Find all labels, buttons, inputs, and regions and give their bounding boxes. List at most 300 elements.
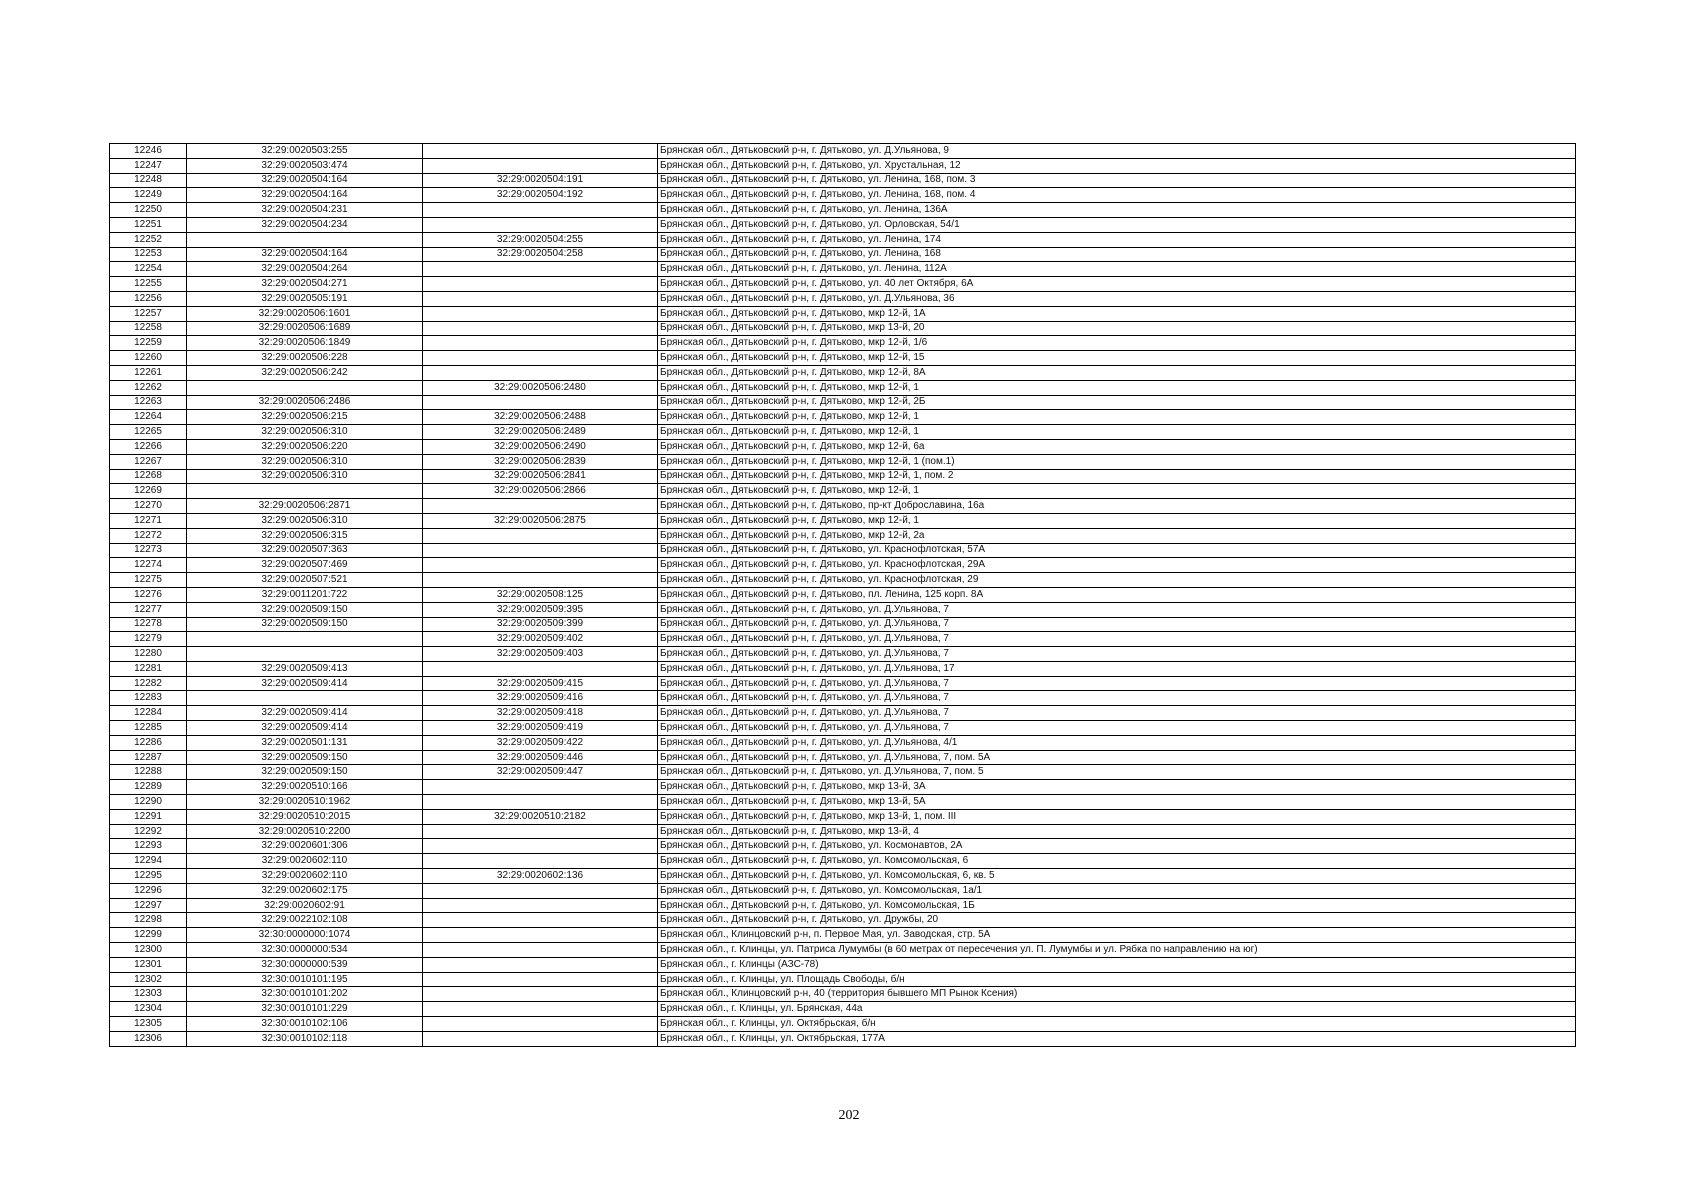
registry-table	[109, 143, 1576, 1047]
sub-object-number-cell	[423, 158, 658, 173]
sub-object-number-cell: 32:29:0020510:2182	[423, 809, 658, 824]
cadastral-number-cell: 32:29:0020509:150	[187, 617, 423, 632]
address-cell: Брянская обл., Дятьковский р-н, г. Дятьково, мкр 12-й, 8А	[658, 365, 1576, 380]
row-number-cell: 12306	[110, 1031, 187, 1046]
cadastral-number-cell: 32:29:0020506:310	[187, 425, 423, 440]
sub-object-number-cell	[423, 839, 658, 854]
cadastral-number-cell: 32:30:0010102:118	[187, 1031, 423, 1046]
cadastral-number-cell	[187, 380, 423, 395]
row-number-cell: 12282	[110, 676, 187, 691]
address-cell: Брянская обл., Дятьковский р-н, г. Дятьково, ул. 40 лет Октября, 6А	[658, 277, 1576, 292]
address-cell: Брянская обл., Дятьковский р-н, г. Дятьково, ул. Д.Ульянова, 17	[658, 661, 1576, 676]
sub-object-number-cell: 32:29:0020602:136	[423, 869, 658, 884]
address-cell: Брянская обл., Дятьковский р-н, г. Дятьково, ул. Ленина, 112А	[658, 262, 1576, 277]
address-cell: Брянская обл., Дятьковский р-н, г. Дятьково, мкр 12-й, 15	[658, 351, 1576, 366]
address-cell: Брянская обл., Дятьковский р-н, г. Дятьково, ул. Ленина, 168, пом. 4	[658, 188, 1576, 203]
sub-object-number-cell: 32:29:0020509:416	[423, 691, 658, 706]
table-row	[110, 765, 1576, 780]
table-row	[110, 395, 1576, 410]
cadastral-number-cell: 32:29:0020504:164	[187, 188, 423, 203]
table-row	[110, 232, 1576, 247]
cadastral-number-cell: 32:29:0022102:108	[187, 913, 423, 928]
address-cell: Брянская обл., Дятьковский р-н, г. Дятьково, мкр 13-й, 3А	[658, 780, 1576, 795]
row-number-cell: 12265	[110, 425, 187, 440]
cadastral-number-cell: 32:29:0020509:150	[187, 602, 423, 617]
cadastral-number-cell: 32:29:0020506:310	[187, 513, 423, 528]
row-number-cell: 12301	[110, 957, 187, 972]
row-number-cell: 12253	[110, 247, 187, 262]
table-row	[110, 291, 1576, 306]
sub-object-number-cell: 32:29:0020509:447	[423, 765, 658, 780]
cadastral-number-cell: 32:29:0020506:2871	[187, 499, 423, 514]
address-cell: Брянская обл., Дятьковский р-н, г. Дятьково, ул. Космонавтов, 2А	[658, 839, 1576, 854]
cadastral-number-cell: 32:29:0020506:315	[187, 528, 423, 543]
address-cell: Брянская обл., Дятьковский р-н, г. Дятьково, ул. Д.Ульянова, 7	[658, 676, 1576, 691]
cadastral-number-cell: 32:30:0000000:1074	[187, 928, 423, 943]
registry-table-body	[110, 144, 1576, 1047]
address-cell: Брянская обл., Дятьковский р-н, г. Дятьково, мкр 12-й, 1	[658, 425, 1576, 440]
table-row	[110, 602, 1576, 617]
table-row	[110, 750, 1576, 765]
cadastral-number-cell: 32:29:0020506:1689	[187, 321, 423, 336]
row-number-cell: 12275	[110, 573, 187, 588]
sub-object-number-cell: 32:29:0020509:446	[423, 750, 658, 765]
sub-object-number-cell	[423, 351, 658, 366]
sub-object-number-cell	[423, 943, 658, 958]
row-number-cell: 12249	[110, 188, 187, 203]
address-cell: Брянская обл., Дятьковский р-н, г. Дятьково, ул. Д.Ульянова, 9	[658, 144, 1576, 159]
sub-object-number-cell	[423, 336, 658, 351]
sub-object-number-cell: 32:29:0020504:255	[423, 232, 658, 247]
row-number-cell: 12286	[110, 735, 187, 750]
address-cell: Брянская обл., г. Клинцы, ул. Октябрьская, 177А	[658, 1031, 1576, 1046]
table-row	[110, 528, 1576, 543]
table-row	[110, 824, 1576, 839]
cadastral-number-cell: 32:29:0020509:414	[187, 676, 423, 691]
table-row	[110, 306, 1576, 321]
address-cell: Брянская обл., Дятьковский р-н, г. Дятьково, ул. Д.Ульянова, 7, пом. 5А	[658, 750, 1576, 765]
cadastral-number-cell: 32:29:0020507:469	[187, 558, 423, 573]
address-cell: Брянская обл., Дятьковский р-н, г. Дятьково, мкр 13-й, 4	[658, 824, 1576, 839]
row-number-cell: 12256	[110, 291, 187, 306]
row-number-cell: 12296	[110, 883, 187, 898]
address-cell: Брянская обл., Дятьковский р-н, г. Дятьково, мкр 12-й, 1 (пом.1)	[658, 454, 1576, 469]
row-number-cell: 12248	[110, 173, 187, 188]
table-row	[110, 928, 1576, 943]
cadastral-number-cell: 32:29:0020510:1962	[187, 795, 423, 810]
address-cell: Брянская обл., Дятьковский р-н, г. Дятьково, мкр 13-й, 20	[658, 321, 1576, 336]
row-number-cell: 12267	[110, 454, 187, 469]
sub-object-number-cell	[423, 780, 658, 795]
cadastral-number-cell: 32:29:0020509:150	[187, 750, 423, 765]
cadastral-number-cell: 32:30:0010102:106	[187, 1017, 423, 1032]
table-row	[110, 558, 1576, 573]
table-row	[110, 780, 1576, 795]
row-number-cell: 12294	[110, 854, 187, 869]
sub-object-number-cell: 32:29:0020506:2490	[423, 439, 658, 454]
table-row	[110, 499, 1576, 514]
table-row	[110, 513, 1576, 528]
table-row	[110, 795, 1576, 810]
cadastral-number-cell: 32:29:0020504:164	[187, 247, 423, 262]
sub-object-number-cell	[423, 824, 658, 839]
address-cell: Брянская обл., Дятьковский р-н, г. Дятьково, ул. Краснофлотская, 57А	[658, 543, 1576, 558]
address-cell: Брянская обл., Дятьковский р-н, г. Дятьково, мкр 12-й, 6а	[658, 439, 1576, 454]
address-cell: Брянская обл., Дятьковский р-н, г. Дятьково, ул. Д.Ульянова, 7	[658, 647, 1576, 662]
sub-object-number-cell	[423, 987, 658, 1002]
table-row	[110, 573, 1576, 588]
row-number-cell: 12292	[110, 824, 187, 839]
sub-object-number-cell: 32:29:0020509:415	[423, 676, 658, 691]
row-number-cell: 12273	[110, 543, 187, 558]
table-row	[110, 869, 1576, 884]
sub-object-number-cell: 32:29:0020506:2866	[423, 484, 658, 499]
sub-object-number-cell	[423, 365, 658, 380]
cadastral-number-cell	[187, 691, 423, 706]
row-number-cell: 12270	[110, 499, 187, 514]
row-number-cell: 12263	[110, 395, 187, 410]
row-number-cell: 12264	[110, 410, 187, 425]
row-number-cell: 12269	[110, 484, 187, 499]
address-cell: Брянская обл., Дятьковский р-н, г. Дятьково, ул. Комсомольская, 1Б	[658, 898, 1576, 913]
table-row	[110, 454, 1576, 469]
address-cell: Брянская обл., Дятьковский р-н, г. Дятьково, ул. Комсомольская, 6, кв. 5	[658, 869, 1576, 884]
table-row	[110, 617, 1576, 632]
row-number-cell: 12260	[110, 351, 187, 366]
row-number-cell: 12271	[110, 513, 187, 528]
cadastral-number-cell: 32:30:0000000:539	[187, 957, 423, 972]
row-number-cell: 12303	[110, 987, 187, 1002]
cadastral-number-cell: 32:30:0000000:534	[187, 943, 423, 958]
table-row	[110, 883, 1576, 898]
table-row	[110, 173, 1576, 188]
cadastral-number-cell: 32:29:0020509:413	[187, 661, 423, 676]
cadastral-number-cell: 32:29:0020506:1601	[187, 306, 423, 321]
cadastral-number-cell: 32:29:0020506:310	[187, 469, 423, 484]
row-number-cell: 12262	[110, 380, 187, 395]
row-number-cell: 12281	[110, 661, 187, 676]
cadastral-number-cell: 32:29:0020601:306	[187, 839, 423, 854]
sub-object-number-cell: 32:29:0020509:422	[423, 735, 658, 750]
sub-object-number-cell: 32:29:0020509:403	[423, 647, 658, 662]
address-cell: Брянская обл., Дятьковский р-н, г. Дятьково, мкр 12-й, 1А	[658, 306, 1576, 321]
sub-object-number-cell	[423, 928, 658, 943]
table-row	[110, 351, 1576, 366]
cadastral-number-cell: 32:29:0020505:191	[187, 291, 423, 306]
table-row	[110, 854, 1576, 869]
address-cell: Брянская обл., Дятьковский р-н, г. Дятьково, пл. Ленина, 125 корп. 8А	[658, 587, 1576, 602]
cadastral-number-cell: 32:29:0020506:220	[187, 439, 423, 454]
address-cell: Брянская обл., Дятьковский р-н, г. Дятьково, мкр 13-й, 5А	[658, 795, 1576, 810]
sub-object-number-cell: 32:29:0020506:2489	[423, 425, 658, 440]
row-number-cell: 12283	[110, 691, 187, 706]
table-row	[110, 706, 1576, 721]
row-number-cell: 12268	[110, 469, 187, 484]
address-cell: Брянская обл., Дятьковский р-н, г. Дятьково, пр-кт Доброславина, 16а	[658, 499, 1576, 514]
address-cell: Брянская обл., Дятьковский р-н, г. Дятьково, ул. Ленина, 174	[658, 232, 1576, 247]
row-number-cell: 12288	[110, 765, 187, 780]
sub-object-number-cell	[423, 1002, 658, 1017]
row-number-cell: 12261	[110, 365, 187, 380]
cadastral-number-cell: 32:29:0020504:164	[187, 173, 423, 188]
table-row	[110, 144, 1576, 159]
address-cell: Брянская обл., Дятьковский р-н, г. Дятьково, мкр 13-й, 1, пом. III	[658, 809, 1576, 824]
cadastral-number-cell: 32:29:0020507:363	[187, 543, 423, 558]
address-cell: Брянская обл., Дятьковский р-н, г. Дятьково, ул. Д.Ульянова, 7	[658, 632, 1576, 647]
sub-object-number-cell: 32:29:0020504:258	[423, 247, 658, 262]
row-number-cell: 12276	[110, 587, 187, 602]
table-row	[110, 972, 1576, 987]
cadastral-number-cell	[187, 632, 423, 647]
address-cell: Брянская обл., Дятьковский р-н, г. Дятьково, мкр 12-й, 1	[658, 513, 1576, 528]
address-cell: Брянская обл., Дятьковский р-н, г. Дятьково, ул. Д.Ульянова, 7	[658, 617, 1576, 632]
cadastral-number-cell: 32:29:0020506:310	[187, 454, 423, 469]
address-cell: Брянская обл., Дятьковский р-н, г. Дятьково, ул. Краснофлотская, 29А	[658, 558, 1576, 573]
cadastral-number-cell: 32:29:0020504:231	[187, 203, 423, 218]
sub-object-number-cell: 32:29:0020509:419	[423, 721, 658, 736]
sub-object-number-cell	[423, 262, 658, 277]
cadastral-number-cell: 32:29:0020602:91	[187, 898, 423, 913]
sub-object-number-cell	[423, 854, 658, 869]
row-number-cell: 12297	[110, 898, 187, 913]
row-number-cell: 12272	[110, 528, 187, 543]
sub-object-number-cell	[423, 277, 658, 292]
address-cell: Брянская обл., Клинцовский р-н, п. Первое Мая, ул. Заводская, стр. 5А	[658, 928, 1576, 943]
table-row	[110, 661, 1576, 676]
table-row	[110, 987, 1576, 1002]
row-number-cell: 12274	[110, 558, 187, 573]
table-row	[110, 158, 1576, 173]
sub-object-number-cell	[423, 203, 658, 218]
address-cell: Брянская обл., Дятьковский р-н, г. Дятьково, мкр 12-й, 1, пом. 2	[658, 469, 1576, 484]
row-number-cell: 12300	[110, 943, 187, 958]
table-row	[110, 839, 1576, 854]
table-row	[110, 262, 1576, 277]
address-cell: Брянская обл., Дятьковский р-н, г. Дятьково, ул. Д.Ульянова, 7	[658, 602, 1576, 617]
cadastral-number-cell: 32:29:0020501:131	[187, 735, 423, 750]
table-row	[110, 1031, 1576, 1046]
cadastral-number-cell: 32:29:0020509:150	[187, 765, 423, 780]
table-row	[110, 1017, 1576, 1032]
cadastral-number-cell: 32:29:0020506:1849	[187, 336, 423, 351]
table-row	[110, 721, 1576, 736]
row-number-cell: 12291	[110, 809, 187, 824]
cadastral-number-cell: 32:30:0010101:202	[187, 987, 423, 1002]
sub-object-number-cell	[423, 291, 658, 306]
cadastral-number-cell	[187, 647, 423, 662]
sub-object-number-cell: 32:29:0020506:2841	[423, 469, 658, 484]
cadastral-number-cell: 32:29:0020504:234	[187, 217, 423, 232]
cadastral-number-cell: 32:29:0020602:110	[187, 869, 423, 884]
table-row	[110, 1002, 1576, 1017]
sub-object-number-cell	[423, 306, 658, 321]
table-row	[110, 898, 1576, 913]
row-number-cell: 12287	[110, 750, 187, 765]
address-cell: Брянская обл., г. Клинцы, ул. Октябрьская, б/н	[658, 1017, 1576, 1032]
table-row	[110, 439, 1576, 454]
table-row	[110, 691, 1576, 706]
sub-object-number-cell	[423, 1031, 658, 1046]
table-row	[110, 543, 1576, 558]
sub-object-number-cell	[423, 1017, 658, 1032]
row-number-cell: 12247	[110, 158, 187, 173]
row-number-cell: 12266	[110, 439, 187, 454]
cadastral-number-cell: 32:29:0020602:110	[187, 854, 423, 869]
sub-object-number-cell: 32:29:0020506:2875	[423, 513, 658, 528]
cadastral-number-cell: 32:29:0020506:215	[187, 410, 423, 425]
cadastral-number-cell: 32:29:0020506:228	[187, 351, 423, 366]
address-cell: Брянская обл., г. Клинцы (АЗС-78)	[658, 957, 1576, 972]
table-row	[110, 676, 1576, 691]
address-cell: Брянская обл., Дятьковский р-н, г. Дятьково, ул. Д.Ульянова, 7	[658, 691, 1576, 706]
row-number-cell: 12246	[110, 144, 187, 159]
table-row	[110, 484, 1576, 499]
sub-object-number-cell	[423, 558, 658, 573]
sub-object-number-cell	[423, 217, 658, 232]
row-number-cell: 12293	[110, 839, 187, 854]
sub-object-number-cell	[423, 528, 658, 543]
row-number-cell: 12277	[110, 602, 187, 617]
table-row	[110, 336, 1576, 351]
cadastral-number-cell: 32:29:0020509:414	[187, 706, 423, 721]
address-cell: Брянская обл., Дятьковский р-н, г. Дятьково, ул. Комсомольская, 1а/1	[658, 883, 1576, 898]
sub-object-number-cell	[423, 883, 658, 898]
row-number-cell: 12280	[110, 647, 187, 662]
row-number-cell: 12298	[110, 913, 187, 928]
address-cell: Брянская обл., Дятьковский р-н, г. Дятьково, ул. Орловская, 54/1	[658, 217, 1576, 232]
cadastral-number-cell: 32:29:0020507:521	[187, 573, 423, 588]
address-cell: Брянская обл., Дятьковский р-н, г. Дятьково, ул. Ленина, 168	[658, 247, 1576, 262]
row-number-cell: 12302	[110, 972, 187, 987]
address-cell: Брянская обл., Дятьковский р-н, г. Дятьково, ул. Ленина, 136А	[658, 203, 1576, 218]
cadastral-number-cell: 32:29:0020509:414	[187, 721, 423, 736]
address-cell: Брянская обл., Дятьковский р-н, г. Дятьково, ул. Краснофлотская, 29	[658, 573, 1576, 588]
address-cell: Брянская обл., Дятьковский р-н, г. Дятьково, ул. Ленина, 168, пом. 3	[658, 173, 1576, 188]
table-row	[110, 913, 1576, 928]
cadastral-number-cell: 32:29:0020510:2200	[187, 824, 423, 839]
table-row	[110, 365, 1576, 380]
cadastral-number-cell	[187, 484, 423, 499]
row-number-cell: 12290	[110, 795, 187, 810]
table-row	[110, 410, 1576, 425]
cadastral-number-cell: 32:29:0020506:2486	[187, 395, 423, 410]
row-number-cell: 12252	[110, 232, 187, 247]
address-cell: Брянская обл., Дятьковский р-н, г. Дятьково, мкр 12-й, 1	[658, 410, 1576, 425]
address-cell: Брянская обл., Дятьковский р-н, г. Дятьково, мкр 12-й, 1	[658, 380, 1576, 395]
table-row	[110, 425, 1576, 440]
row-number-cell: 12258	[110, 321, 187, 336]
table-row	[110, 277, 1576, 292]
address-cell: Брянская обл., Дятьковский р-н, г. Дятьково, ул. Комсомольская, 6	[658, 854, 1576, 869]
row-number-cell: 12251	[110, 217, 187, 232]
sub-object-number-cell	[423, 898, 658, 913]
cadastral-number-cell: 32:29:0020510:2015	[187, 809, 423, 824]
cadastral-number-cell: 32:29:0020503:255	[187, 144, 423, 159]
sub-object-number-cell	[423, 543, 658, 558]
row-number-cell: 12254	[110, 262, 187, 277]
sub-object-number-cell	[423, 795, 658, 810]
cadastral-number-cell: 32:29:0020506:242	[187, 365, 423, 380]
sub-object-number-cell: 32:29:0020506:2480	[423, 380, 658, 395]
page-number: 202	[838, 1108, 860, 1123]
sub-object-number-cell	[423, 395, 658, 410]
address-cell: Брянская обл., г. Клинцы, ул. Патриса Лумумбы (в 60 метрах от пересечения ул. П. Лумумбы и ул. Рябка по направлению на юг)	[658, 943, 1576, 958]
sub-object-number-cell	[423, 661, 658, 676]
address-cell: Брянская обл., г. Клинцы, ул. Брянская, 44а	[658, 1002, 1576, 1017]
row-number-cell: 12278	[110, 617, 187, 632]
table-row	[110, 587, 1576, 602]
table-row	[110, 469, 1576, 484]
sub-object-number-cell	[423, 144, 658, 159]
sub-object-number-cell: 32:29:0020509:418	[423, 706, 658, 721]
table-row	[110, 943, 1576, 958]
row-number-cell: 12299	[110, 928, 187, 943]
sub-object-number-cell	[423, 913, 658, 928]
address-cell: Брянская обл., Дятьковский р-н, г. Дятьково, ул. Д.Ульянова, 7	[658, 721, 1576, 736]
row-number-cell: 12250	[110, 203, 187, 218]
address-cell: Брянская обл., Дятьковский р-н, г. Дятьково, мкр 12-й, 2Б	[658, 395, 1576, 410]
row-number-cell: 12255	[110, 277, 187, 292]
cadastral-number-cell: 32:29:0020504:264	[187, 262, 423, 277]
cadastral-number-cell: 32:30:0010101:229	[187, 1002, 423, 1017]
table-row	[110, 217, 1576, 232]
address-cell: Брянская обл., Дятьковский р-н, г. Дятьково, ул. Д.Ульянова, 4/1	[658, 735, 1576, 750]
address-cell: Брянская обл., Дятьковский р-н, г. Дятьково, ул. Д.Ульянова, 36	[658, 291, 1576, 306]
cadastral-number-cell: 32:29:0011201:722	[187, 587, 423, 602]
row-number-cell: 12284	[110, 706, 187, 721]
address-cell: Брянская обл., Дятьковский р-н, г. Дятьково, ул. Д.Ульянова, 7	[658, 706, 1576, 721]
sub-object-number-cell	[423, 972, 658, 987]
table-row	[110, 647, 1576, 662]
address-cell: Брянская обл., Дятьковский р-н, г. Дятьково, мкр 12-й, 2а	[658, 528, 1576, 543]
row-number-cell: 12279	[110, 632, 187, 647]
address-cell: Брянская обл., г. Клинцы, ул. Площадь Свободы, б/н	[658, 972, 1576, 987]
sub-object-number-cell: 32:29:0020506:2839	[423, 454, 658, 469]
sub-object-number-cell: 32:29:0020509:395	[423, 602, 658, 617]
sub-object-number-cell	[423, 499, 658, 514]
table-row	[110, 632, 1576, 647]
row-number-cell: 12285	[110, 721, 187, 736]
address-cell: Брянская обл., Клинцовский р-н, 40 (территория бывшего МП Рынок Ксения)	[658, 987, 1576, 1002]
cadastral-number-cell: 32:30:0010101:195	[187, 972, 423, 987]
sub-object-number-cell: 32:29:0020509:399	[423, 617, 658, 632]
address-cell: Брянская обл., Дятьковский р-н, г. Дятьково, мкр 12-й, 1	[658, 484, 1576, 499]
row-number-cell: 12295	[110, 869, 187, 884]
cadastral-number-cell: 32:29:0020602:175	[187, 883, 423, 898]
row-number-cell: 12257	[110, 306, 187, 321]
sub-object-number-cell: 32:29:0020504:192	[423, 188, 658, 203]
cadastral-number-cell: 32:29:0020510:166	[187, 780, 423, 795]
sub-object-number-cell: 32:29:0020509:402	[423, 632, 658, 647]
table-row	[110, 735, 1576, 750]
table-row	[110, 188, 1576, 203]
sub-object-number-cell: 32:29:0020504:191	[423, 173, 658, 188]
sub-object-number-cell: 32:29:0020508:125	[423, 587, 658, 602]
address-cell: Брянская обл., Дятьковский р-н, г. Дятьково, ул. Д.Ульянова, 7, пом. 5	[658, 765, 1576, 780]
address-cell: Брянская обл., Дятьковский р-н, г. Дятьково, ул. Дружбы, 20	[658, 913, 1576, 928]
sub-object-number-cell	[423, 957, 658, 972]
sub-object-number-cell	[423, 573, 658, 588]
table-row	[110, 957, 1576, 972]
sub-object-number-cell	[423, 321, 658, 336]
table-row	[110, 247, 1576, 262]
row-number-cell: 12289	[110, 780, 187, 795]
table-row	[110, 321, 1576, 336]
row-number-cell: 12305	[110, 1017, 187, 1032]
row-number-cell: 12304	[110, 1002, 187, 1017]
row-number-cell: 12259	[110, 336, 187, 351]
cadastral-number-cell: 32:29:0020504:271	[187, 277, 423, 292]
